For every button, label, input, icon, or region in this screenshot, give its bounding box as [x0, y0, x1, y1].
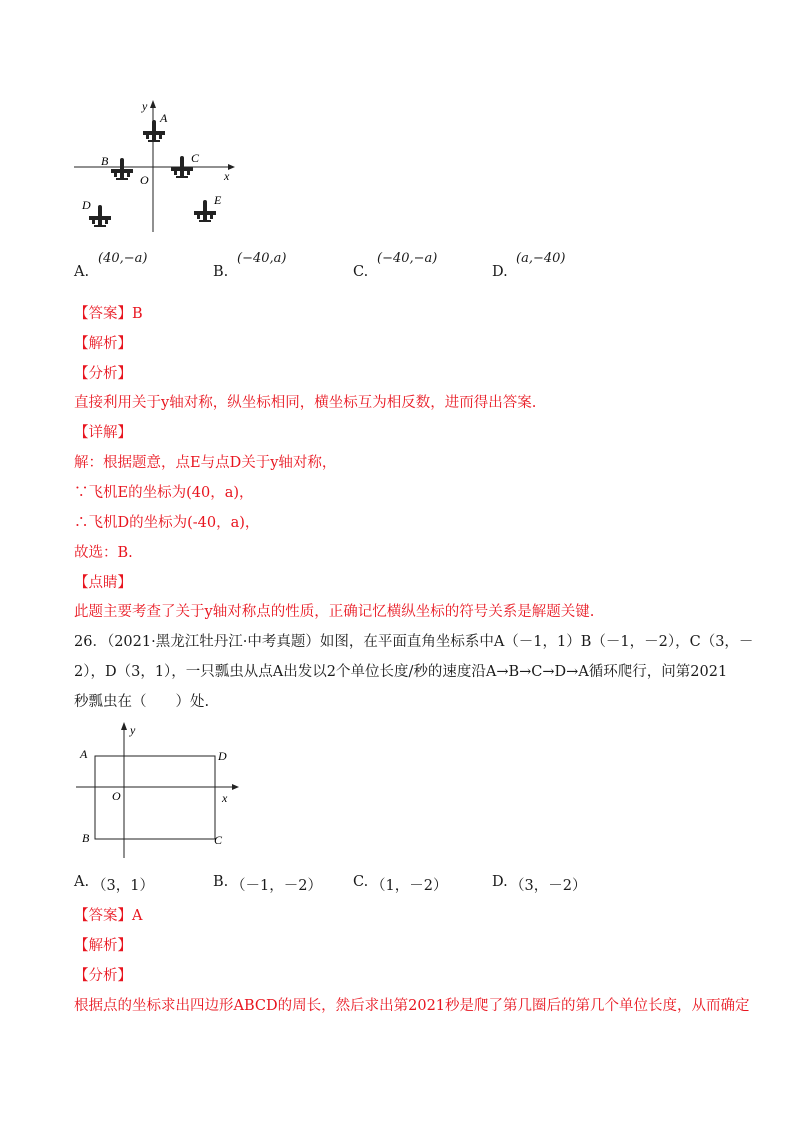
q26-option-c-text: （1，－2）	[371, 878, 448, 894]
airplane-icon-b	[111, 158, 133, 180]
fenxi-tag: 【分析】	[74, 366, 132, 382]
y-axis-label: y	[142, 99, 148, 113]
option-d-expr: (a,−40)	[516, 251, 566, 266]
y-axis-arrow	[121, 722, 127, 730]
option-b-letter: B.	[213, 264, 229, 280]
y-axis-label: y	[130, 723, 136, 737]
answer-tag: 【答案】B	[74, 306, 143, 322]
analysis-tag: 【解析】	[74, 336, 132, 352]
q26-option-a-letter: A.	[74, 874, 90, 890]
q26-option-c-letter: C.	[353, 874, 369, 890]
origin-label: O	[112, 789, 121, 803]
q26-stem-line-3: 秒瓢虫在（ ）处.	[74, 694, 210, 710]
point-label-b: B	[101, 154, 109, 168]
q26-option-b-text: （－1，－2）	[231, 878, 322, 894]
point-label-a: A	[160, 111, 168, 125]
point-label-d: D	[218, 749, 227, 763]
q26-option-d-text: （3，－2）	[510, 878, 587, 894]
point-label-e: E	[214, 193, 222, 207]
y-axis-arrow	[150, 100, 156, 108]
airplane-icon-c	[171, 156, 193, 178]
q26-stem-line-2: 2），D（3，1），一只瓢虫从点A出发以2个单位长度/秒的速度沿A→B→C→D→A循环爬行，问第2021	[74, 664, 728, 680]
airplane-icon-d	[89, 205, 111, 227]
x-axis-label: x	[224, 169, 230, 183]
origin-label: O	[140, 173, 149, 187]
x-axis-label: x	[222, 791, 228, 805]
q26-option-a-text: （3，1）	[92, 878, 154, 894]
detail-line-2: ∵飞机E的坐标为(40，a)，	[74, 485, 254, 501]
option-c-expr: (−40,−a)	[377, 251, 438, 266]
q26-analysis-tag: 【解析】	[74, 938, 132, 954]
point-label-c: C	[214, 833, 223, 847]
q26-fenxi-tag: 【分析】	[74, 968, 132, 984]
comment-tag: 【点睛】	[74, 575, 132, 591]
option-b-expr: (−40,a)	[237, 251, 287, 266]
rectangle-figure	[74, 720, 244, 862]
q26-stem-line-1: 26．（2021·黑龙江牡丹江·中考真题）如图，在平面直角坐标系中A（－1，1）B（－1，－2），C（3，－	[74, 634, 754, 650]
comment-text: 此题主要考查了关于y轴对称点的性质，正确记忆横纵坐标的符号关系是解题关键.	[74, 604, 595, 620]
option-c-letter: C.	[353, 264, 369, 280]
airplane-icon-e	[194, 200, 216, 222]
detail-line-4: 故选：B.	[74, 545, 133, 561]
detail-line-3: ∴飞机D的坐标为(-40，a)，	[74, 515, 260, 531]
option-d-letter: D.	[492, 264, 508, 280]
point-label-a: A	[80, 747, 88, 761]
fenxi-text: 直接利用关于y轴对称，纵坐标相同，横坐标互为相反数，进而得出答案.	[74, 395, 537, 411]
airplane-figure	[70, 92, 250, 232]
detail-line-1: 解：根据题意，点E与点D关于y轴对称，	[74, 455, 337, 471]
point-label-c: C	[191, 151, 200, 165]
option-a-expr: (40,−a)	[98, 251, 148, 266]
option-a-letter: A.	[74, 264, 90, 280]
q26-fenxi-text: 根据点的坐标求出四边形ABCD的周长，然后求出第2021秒是爬了第几圈后的第几个单位长度，从而确定	[74, 998, 750, 1014]
q26-option-b-letter: B.	[213, 874, 229, 890]
detail-tag: 【详解】	[74, 425, 132, 441]
point-label-b: B	[82, 831, 90, 845]
q26-answer-tag: 【答案】A	[74, 908, 143, 924]
x-axis-arrow	[232, 784, 239, 790]
q26-option-d-letter: D.	[492, 874, 508, 890]
point-label-d: D	[82, 198, 91, 212]
